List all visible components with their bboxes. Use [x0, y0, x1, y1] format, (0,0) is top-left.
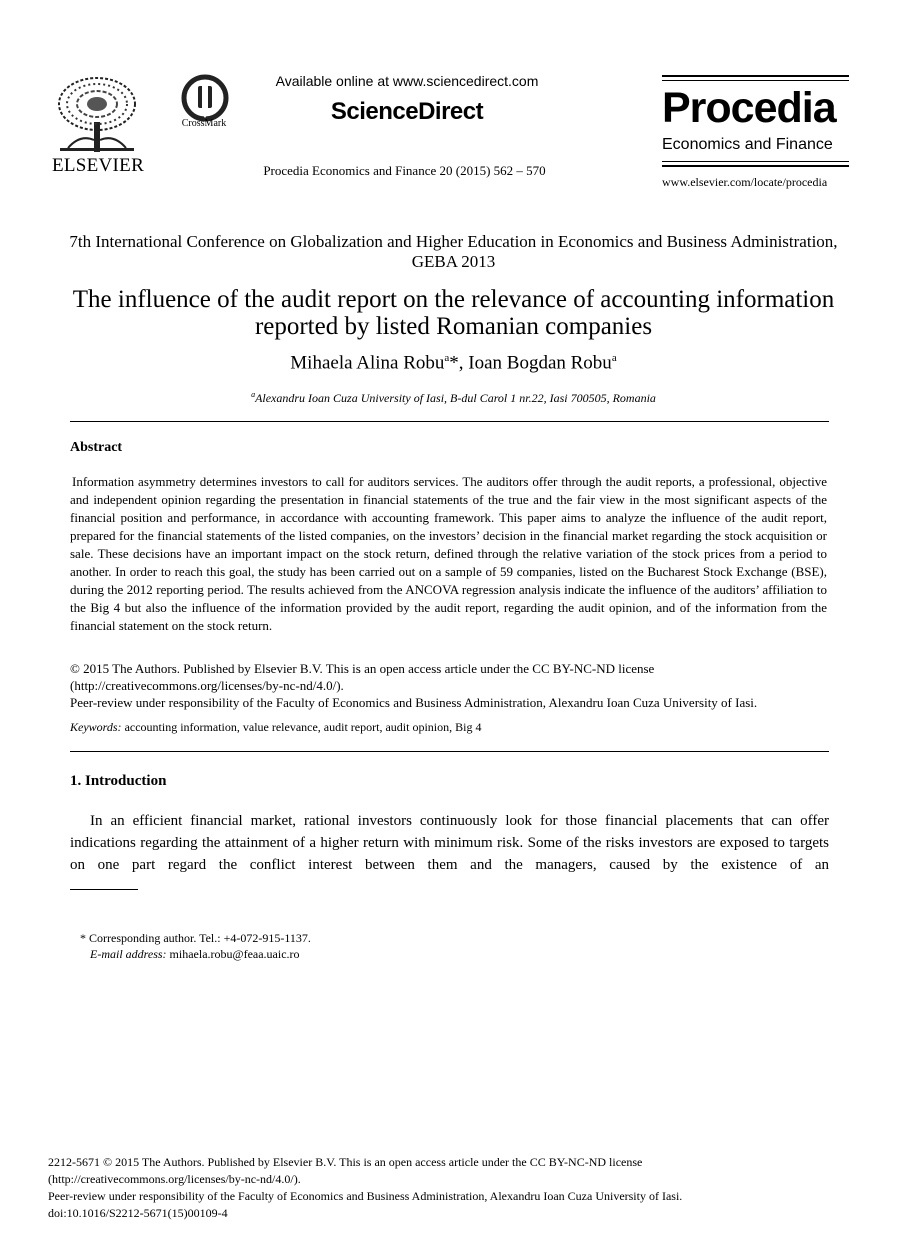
keywords-label: Keywords: [70, 720, 122, 734]
email-address[interactable]: mihaela.robu@feaa.uaic.ro [166, 947, 300, 961]
footer-doi[interactable]: doi:10.1016/S2212-5671(15)00109-4 [48, 1206, 228, 1220]
author-list [60, 352, 847, 374]
footnote-corresponding: * Corresponding author. Tel.: +4-072-915-1137. [80, 931, 311, 945]
procedia-top-rule-thin [662, 80, 849, 81]
procedia-logo: Procedia [662, 84, 836, 132]
peer-review-line: Peer-review under responsibility of the Faculty of Economics and Business Administration, Alexandru Ioan Cuza University of Iasi. [70, 695, 758, 710]
license-link[interactable]: (http://creativecommons.org/licenses/by-nc-nd/4.0/). [70, 678, 344, 693]
page-footer [48, 1154, 848, 1222]
introduction-paragraph: In an efficient financial market, rational investors continuously look for those financial placements that can offer indications regarding the attainment of a higher return with minimum risk. Some of the risks investors are exposed to targets on one part regard the conflict interest between them and the managers, caused by the existence of an [70, 813, 829, 873]
footnote-email [90, 947, 300, 962]
journal-reference: Procedia Economics and Finance 20 (2015) 562 – 570 [263, 163, 546, 178]
author-2: Ioan Bogdan Robu [468, 352, 612, 374]
affiliation [60, 390, 847, 406]
procedia-subtitle: Economics and Finance [662, 136, 833, 153]
footer-issn-line: 2212-5671 © 2015 The Authors. Published by Elsevier B.V. This is an open access article under the CC BY-NC-ND license [48, 1155, 643, 1169]
procedia-bottom-rule-thin [662, 161, 849, 162]
keywords [70, 720, 827, 735]
footer-peer-review: Peer-review under responsibility of the Faculty of Economics and Business Administration, Alexandru Ioan Cuza University of Iasi. [48, 1189, 683, 1203]
crossmark-label: CrossMark [181, 118, 227, 129]
author-1-affil-mark: a [444, 352, 450, 364]
procedia-top-rule [662, 75, 849, 77]
available-online-text: Available online at www.sciencedirect.com [275, 73, 539, 89]
abstract-paragraph: Information asymmetry determines investors to call for auditors services. The auditors offer through the audit reports, a professional, objective and independent opinion regarding the presentation in financial statements of the true and the fair view in the most significant aspects of the financial position and performance, in accordance with accounting framework. This paper aims to analyze the influence of the audit report, prepared for the financial statements of the listed companies, on the investors’ decision in the financial market regarding the stock acquisition or sale. These decisions have an important impact on the stock return, defined through the relative variation of the stock prices from a period to another. In order to reach this goal, the study has been carried out on a sample of 59 companies, listed on the Bucharest Stock Exchange (BSE), during the 2012 reporting period. The results achieved from the ANCOVA regression analysis indicate the influence of the auditors’ affiliation to the Big 4 but also the influence of the information provided by the audit report, regarding the audit opinion, and of the information from the financial statement on the stock return. [70, 474, 827, 633]
introduction-body [70, 810, 829, 898]
abstract-top-rule [70, 421, 829, 422]
procedia-url[interactable]: www.elsevier.com/locate/procedia [662, 175, 828, 189]
license-block [70, 660, 827, 711]
keywords-list: accounting information, value relevance, audit report, audit opinion, Big 4 [121, 720, 482, 734]
affiliation-text: Alexandru Ioan Cuza University of Iasi, B-dul Carol 1 nr.22, Iasi 700505, Romania [255, 391, 656, 405]
sciencedirect-logo: ScienceDirect [330, 98, 484, 125]
elsevier-wordmark: ELSEVIER [51, 155, 145, 176]
section-heading-introduction: 1. Introduction [70, 773, 167, 789]
footnote-rule [70, 889, 138, 890]
conference-name: 7th International Conference on Globalization and Higher Education in Economics and Business Administration, GEBA 2013 [69, 232, 838, 271]
abstract-heading: Abstract [70, 440, 123, 455]
procedia-bottom-rule [662, 165, 849, 167]
author-2-affil-mark: a [611, 352, 617, 364]
abstract-body [70, 473, 827, 635]
corresponding-mark: *, [449, 352, 469, 374]
abstract-bottom-rule [70, 751, 829, 752]
author-1: Mihaela Alina Robu [290, 352, 445, 374]
license-line: © 2015 The Authors. Published by Elsevier B.V. This is an open access article under the CC BY-NC-ND license [70, 661, 655, 676]
footer-license-link[interactable]: (http://creativecommons.org/licenses/by-nc-nd/4.0/). [48, 1172, 301, 1186]
paper-title: The influence of the audit report on the relevance of accounting information reported by listed Romanian companies [72, 286, 835, 340]
email-label: E-mail address: [90, 947, 167, 961]
affiliation-mark: a [251, 390, 256, 399]
